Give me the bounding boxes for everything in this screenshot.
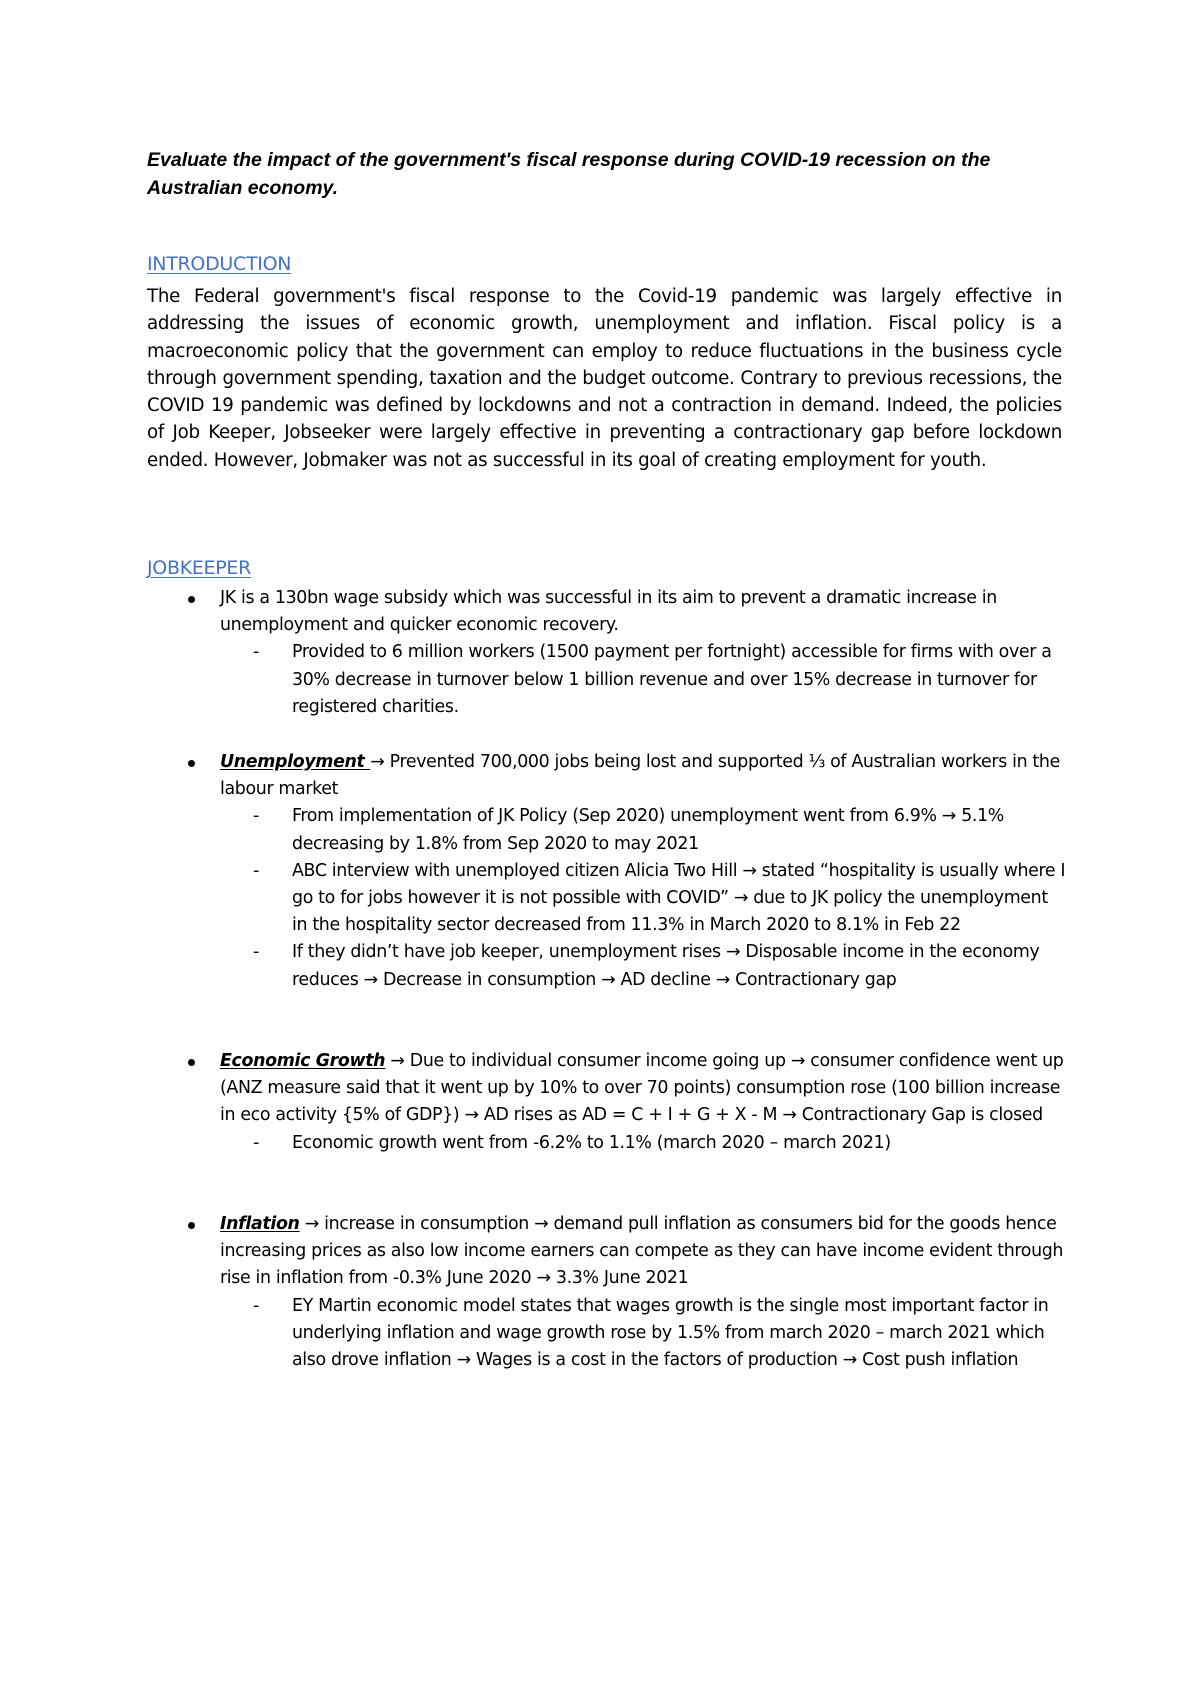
sub-text: Provided to 6 million workers (1500 payment per fortnight) accessible for firms with over a 30% decrease in turnover below 1 billion revenue and over 15% decrease in turnover for registered charities. [292,642,1052,717]
bullet-dot-icon [188,1222,195,1229]
bullet-item [147,1211,1067,1293]
introduction-paragraph: The Federal government's fiscal response to the Covid-19 pandemic was largely effective in addressing the issues of economic growth, unemployment and inflation. Fiscal policy is a macroeconomic policy that the government can employ to reduce fluctuations in the business cycle through government spending, taxation and the budget outcome. Contrary to previous recessions, the COVID 19 pandemic was defined by lockdowns and not a contraction in demand. Indeed, the policies of Job Keeper, Jobseeker were largely effective in preventing a contractionary gap before lockdown ended. However, Jobmaker was not as successful in its goal of creating employment for youth. [147,286,1062,471]
sub-text: If they didn’t have job keeper, unemployment rises → Disposable income in the economy reduces → Decrease in consumption → AD decline → Contractionary gap [292,942,1040,990]
dash-icon: - [253,1132,259,1153]
bullet-lead: Unemployment [220,752,371,772]
bullet-dot-icon [188,1059,195,1066]
sub-text: From implementation of JK Policy (Sep 2020) unemployment went from 6.9% → 5.1% decreasing by 1.8% from Sep 2020 to may 2021 [292,806,1004,854]
bullet-item [147,749,1067,803]
bullet-text: → Prevented 700,000 jobs being lost and supported ⅓ of Australian workers in the labour market [220,752,1060,800]
dash-icon: - [253,860,259,881]
dash-icon: - [253,942,259,963]
bullet-text: JK is a 130bn wage subsidy which was successful in its aim to prevent a dramatic increase in unemployment and quicker economic recovery. [220,588,997,636]
bullet-lead: Inflation [220,1214,300,1234]
sub-text: Economic growth went from -6.2% to 1.1% (march 2020 – march 2021) [292,1132,891,1153]
sub-item [147,858,1067,940]
sub-item [147,1130,1067,1157]
document-title: Evaluate the impact of the government's fiscal response during COVID-19 recession on the Australian economy. [147,149,991,199]
bullet-dot-icon [188,760,195,767]
bullet-text: → increase in consumption → demand pull inflation as consumers bid for the goods hence increasing prices as also low income earners can compete as they can have income evident through rise in inflation from -0.3% June 2020 → 3.3% June 2021 [220,1214,1064,1289]
sub-item [147,939,1067,993]
bullet-item [147,585,1067,639]
bullet-group [147,749,1067,994]
dash-icon: - [253,1295,259,1316]
bullet-lead: Economic Growth [220,1051,386,1071]
bullet-group [147,585,1067,721]
sub-item [147,803,1067,857]
dash-icon: - [253,806,259,827]
dash-icon: - [253,642,259,663]
bullet-group [147,1048,1067,1157]
sub-item [147,1293,1067,1375]
jobkeeper-heading: JOBKEEPER [147,557,252,579]
bullet-item [147,1048,1067,1130]
sub-text: EY Martin economic model states that wages growth is the single most important factor in underlying inflation and wage growth rose by 1.5% from march 2020 – march 2021 which also drove inflation → Wages is a cost in the factors of production → Cost push inflation [292,1295,1049,1371]
sub-item [147,639,1067,721]
introduction-heading: INTRODUCTION [147,253,292,275]
sub-text: ABC interview with unemployed citizen Alicia Two Hill → stated “hospitality is usually where I go to for jobs however it is not possible with COVID” → due to JK policy the unemployment in the hospitality sector decreased from 11.3% in March 2020 to 8.1% in Feb 22 [292,860,1066,936]
bullet-dot-icon [188,596,195,603]
bullet-group [147,1211,1067,1374]
bullet-text: → Due to individual consumer income going up → consumer confidence went up (ANZ measure said that it went up by 10% to over 70 points) consumption rose (100 billion increase in eco activity {5% of GDP}) → AD rises as AD = C + I + G + X - M → Contractionary Gap is closed [220,1051,1064,1126]
